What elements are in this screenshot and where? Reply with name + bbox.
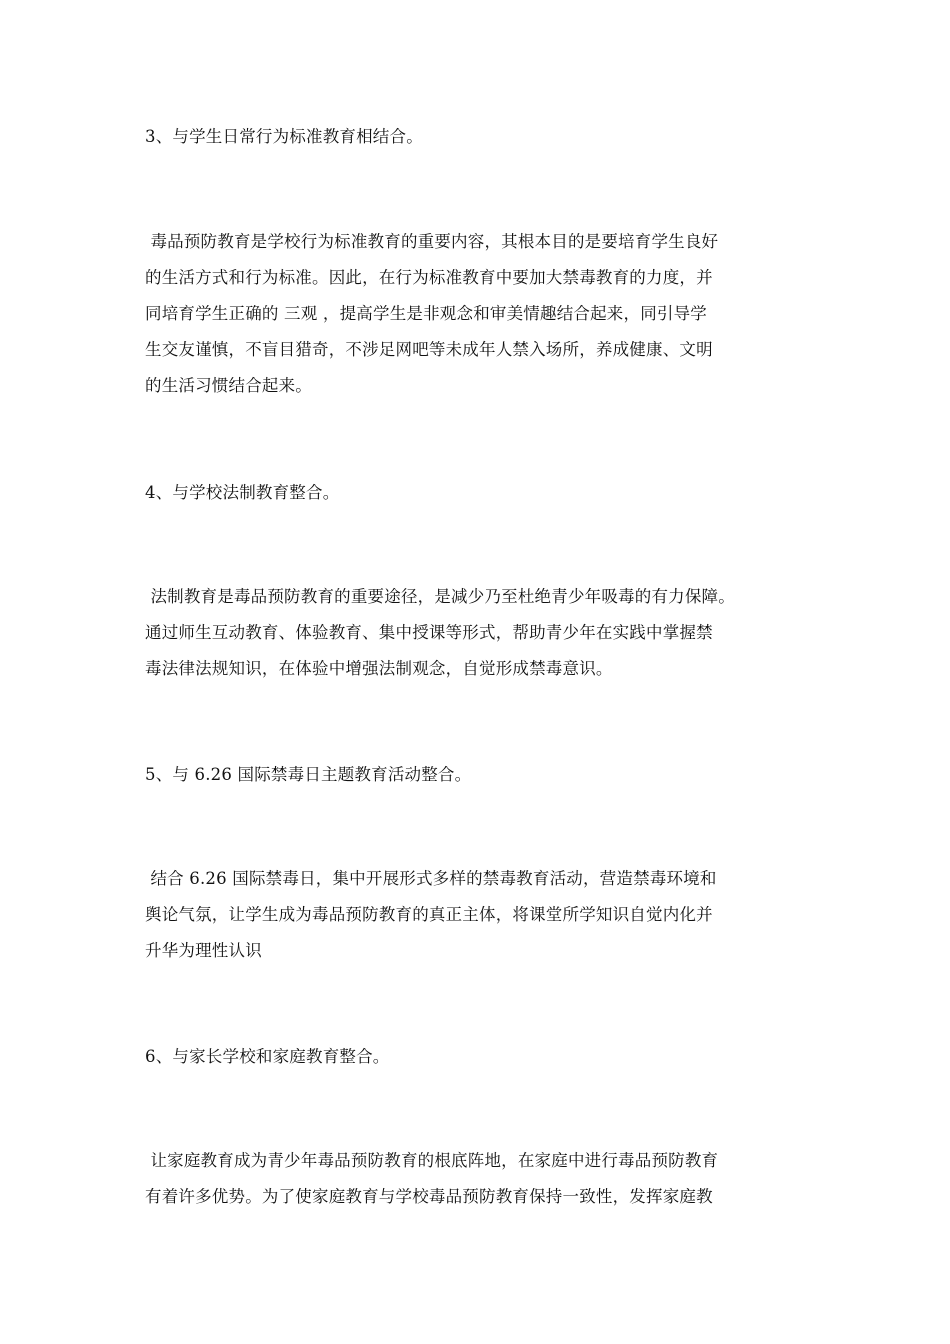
paragraph-line: 有着许多优势。为了使家庭教育与学校毒品预防教育保持一致性，发挥家庭教	[145, 1187, 713, 1206]
paragraph-line: 毒品预防教育是学校行为标准教育的重要内容，其根本目的是要培育学生良好	[145, 232, 719, 251]
paragraph-line: 结合 6.26 国际禁毒日，集中开展形式多样的禁毒教育活动，营造禁毒环境和	[145, 869, 717, 888]
paragraph-line: 舆论气氛，让学生成为毒品预防教育的真正主体，将课堂所学知识自觉内化并	[145, 905, 713, 924]
paragraph-line: 生交友谨慎，不盲目猎奇，不涉足网吧等未成年人禁入场所，养成健康、文明	[145, 340, 713, 359]
paragraph-line: 通过师生互动教育、体验教育、集中授课等形式，帮助青少年在实践中掌握禁	[145, 623, 713, 642]
paragraph-line: 的生活方式和行为标准。因此，在行为标准教育中要加大禁毒教育的力度，并	[145, 268, 713, 287]
section-heading-6: 6、与家长学校和家庭教育整合。	[145, 1047, 390, 1066]
paragraph-line: 让家庭教育成为青少年毒品预防教育的根底阵地，在家庭中进行毒品预防教育	[145, 1151, 719, 1170]
paragraph-line: 毒法律法规知识，在体验中增强法制观念，自觉形成禁毒意识。	[145, 659, 613, 678]
paragraph-line: 同培育学生正确的 三观 ，提高学生是非观念和审美情趣结合起来，同引导学	[145, 304, 707, 323]
paragraph-line: 法制教育是毒品预防教育的重要途径，是减少乃至杜绝青少年吸毒的有力保障。	[145, 587, 735, 606]
section-heading-3: 3、与学生日常行为标准教育相结合。	[145, 127, 423, 146]
paragraph-line: 的生活习惯结合起来。	[145, 376, 312, 395]
section-heading-4: 4、与学校法制教育整合。	[145, 483, 340, 502]
section-heading-5: 5、与 6.26 国际禁毒日主题教育活动整合。	[145, 765, 472, 784]
paragraph-line: 升华为理性认识	[145, 941, 262, 960]
